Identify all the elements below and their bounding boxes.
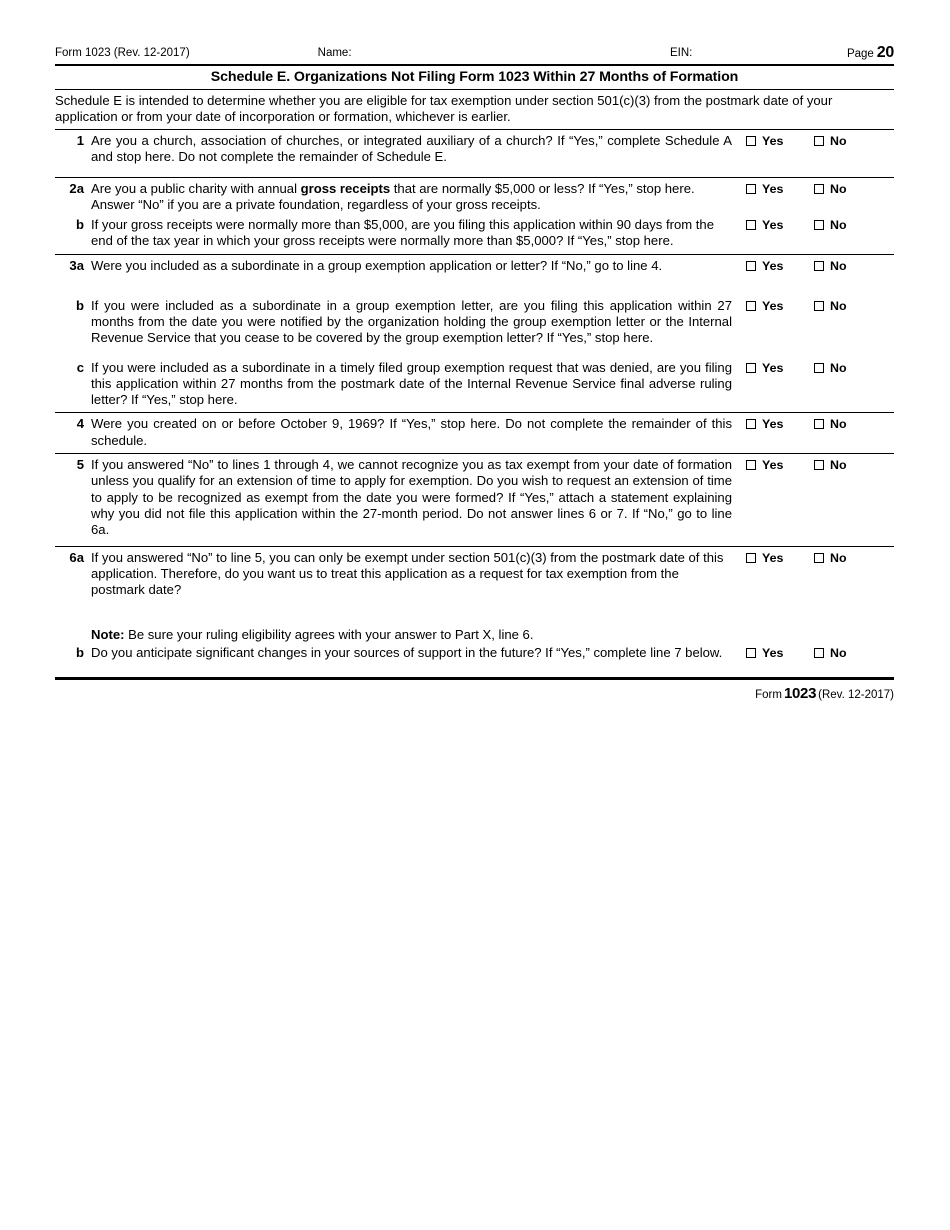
name-label: Name: bbox=[317, 47, 352, 59]
question-text-3c: If you were included as a subordinate in a timely filed group exemption request that was denied, are you filing this application within 27 months from the postmark date of the Internal Revenue Service final adverse ruling letter? If “Yes,” stop here. bbox=[91, 359, 732, 408]
answer-no-3c[interactable] bbox=[814, 361, 847, 375]
note-body: Be sure your ruling eligibility agrees with your answer to Part X, line 6. bbox=[124, 627, 534, 643]
question-text-2a bbox=[91, 181, 746, 214]
yes-label: Yes bbox=[762, 360, 784, 375]
answer-no-1[interactable] bbox=[814, 134, 847, 148]
checkbox-icon[interactable] bbox=[814, 460, 824, 470]
answer-no-3b[interactable] bbox=[814, 299, 847, 313]
no-label: No bbox=[830, 360, 847, 375]
answer-no-2a[interactable] bbox=[814, 182, 847, 196]
question-group-3 bbox=[55, 254, 894, 412]
question-group-6 bbox=[55, 546, 894, 671]
question-group-4 bbox=[55, 412, 894, 453]
question-row-1 bbox=[55, 130, 894, 166]
question-row-3a bbox=[55, 255, 894, 274]
answer-yes-6a[interactable] bbox=[746, 551, 814, 565]
checkbox-icon[interactable] bbox=[746, 136, 756, 146]
page-number: 20 bbox=[876, 44, 894, 61]
answer-no-4[interactable] bbox=[814, 417, 847, 431]
note-text bbox=[91, 627, 746, 643]
no-label: No bbox=[830, 417, 847, 432]
no-label: No bbox=[830, 458, 847, 473]
answer-group-5 bbox=[746, 457, 894, 472]
checkbox-icon[interactable] bbox=[746, 648, 756, 658]
question-number-6a: 6a bbox=[69, 549, 84, 565]
page-header bbox=[55, 46, 894, 64]
no-label: No bbox=[830, 217, 847, 232]
question-row-5 bbox=[55, 454, 894, 538]
checkbox-icon[interactable] bbox=[746, 363, 756, 373]
question-row-3c bbox=[55, 357, 894, 409]
answer-yes-2b[interactable] bbox=[746, 218, 814, 232]
checkbox-icon[interactable] bbox=[746, 261, 756, 271]
question-number-6b: b bbox=[76, 644, 84, 660]
note-label: Note: bbox=[91, 627, 125, 643]
question-number-3a: 3a bbox=[69, 258, 84, 274]
q2a-text-pre: Are you a public charity with annual bbox=[91, 181, 301, 197]
footer-form-word: Form bbox=[755, 689, 782, 702]
checkbox-icon[interactable] bbox=[814, 648, 824, 658]
question-number-4: 4 bbox=[76, 416, 84, 432]
footer bbox=[55, 680, 894, 702]
page-label: Page bbox=[846, 48, 874, 60]
answer-no-6b[interactable] bbox=[814, 646, 847, 660]
question-group-2 bbox=[55, 177, 894, 254]
no-label: No bbox=[830, 182, 847, 197]
checkbox-icon[interactable] bbox=[814, 220, 824, 230]
no-label: No bbox=[830, 259, 847, 274]
question-row-6b bbox=[55, 644, 894, 661]
question-number-1: 1 bbox=[76, 132, 84, 148]
no-label: No bbox=[830, 298, 847, 313]
answer-no-6a[interactable] bbox=[814, 551, 847, 565]
answer-yes-3a[interactable] bbox=[746, 259, 814, 273]
answer-group-3a bbox=[746, 258, 894, 273]
answer-yes-6b[interactable] bbox=[746, 646, 814, 660]
checkbox-icon[interactable] bbox=[814, 363, 824, 373]
answer-group-4 bbox=[746, 416, 894, 431]
checkbox-icon[interactable] bbox=[746, 220, 756, 230]
answer-no-5[interactable] bbox=[814, 458, 847, 472]
checkbox-icon[interactable] bbox=[746, 553, 756, 563]
schedule-title: Schedule E. Organizations Not Filing Form 1023 Within 27 Months of Formation bbox=[210, 69, 739, 85]
note-row bbox=[55, 624, 894, 643]
question-number-2a: 2a bbox=[69, 181, 84, 197]
footer-revision: (Rev. 12-2017) bbox=[818, 689, 894, 702]
yes-label: Yes bbox=[762, 217, 784, 232]
question-text-5: If you answered “No” to lines 1 through 4, we cannot recognize you as tax exempt from your date of formation unless you qualify for an extension of time to apply for exemption. Do you wish to request an extension of time to apply to be recognized as exempt from the date you were formed? If “Yes,” attach a statement explaining why you did not file this application within the 27-month period. Do not answer lines 6 or 7. If “No,” go to line 6a. bbox=[91, 457, 732, 538]
question-row-3b bbox=[55, 295, 894, 347]
no-label: No bbox=[830, 133, 847, 148]
yes-label: Yes bbox=[762, 458, 784, 473]
question-text-2b: If your gross receipts were normally more than $5,000, are you filing this application within 90 days from the end of the tax year in which your gross receipts were normally more than $5,000? If “Yes,” stop here. bbox=[91, 216, 714, 249]
answer-no-3a[interactable] bbox=[814, 259, 847, 273]
answer-yes-2a[interactable] bbox=[746, 182, 814, 196]
answer-yes-4[interactable] bbox=[746, 417, 814, 431]
answer-group-6b bbox=[746, 645, 894, 660]
answer-group-3c bbox=[746, 360, 894, 375]
footer-form-number: 1023 bbox=[783, 685, 817, 703]
question-number-2b: b bbox=[76, 216, 84, 232]
answer-group-1 bbox=[746, 133, 894, 148]
answer-no-2b[interactable] bbox=[814, 218, 847, 232]
question-text-3a: Were you included as a subordinate in a group exemption application or letter? If “No,” go to line 4. bbox=[91, 258, 663, 274]
question-number-3c: c bbox=[76, 359, 84, 375]
question-row-2a bbox=[55, 178, 894, 214]
yes-label: Yes bbox=[762, 133, 784, 148]
question-text-6a: If you answered “No” to line 5, you can only be exempt under section 501(c)(3) from the postmark date of this application. Therefore, do you want us to treat this application as a request for tax exemption from the postmark date? bbox=[91, 549, 724, 598]
checkbox-icon[interactable] bbox=[814, 136, 824, 146]
checkbox-icon[interactable] bbox=[814, 261, 824, 271]
checkbox-icon[interactable] bbox=[814, 301, 824, 311]
no-label: No bbox=[830, 550, 847, 565]
checkbox-icon[interactable] bbox=[814, 419, 824, 429]
page-indicator bbox=[847, 46, 894, 61]
checkbox-icon[interactable] bbox=[746, 460, 756, 470]
question-group-1 bbox=[55, 129, 894, 178]
yes-label: Yes bbox=[762, 298, 784, 313]
answer-yes-1[interactable] bbox=[746, 134, 814, 148]
form-identifier: Form 1023 (Rev. 12-2017) bbox=[55, 47, 190, 59]
question-row-4 bbox=[55, 413, 894, 449]
answer-yes-5[interactable] bbox=[746, 458, 814, 472]
form-area bbox=[55, 46, 894, 702]
q2a-text-bold: gross receipts bbox=[300, 181, 391, 197]
ein-label: EIN: bbox=[670, 47, 693, 59]
question-row-2b bbox=[55, 214, 894, 250]
checkbox-icon[interactable] bbox=[814, 553, 824, 563]
question-text-1: Are you a church, association of churches, or integrated auxiliary of a church? If “Yes,” complete Schedule A and stop here. Do not complete the remainder of Schedule E. bbox=[91, 132, 732, 164]
checkbox-icon[interactable] bbox=[746, 419, 756, 429]
question-text-4: Were you created on or before October 9, 1969? If “Yes,” stop here. Do not complete the remainder of this schedule. bbox=[91, 416, 732, 448]
yes-label: Yes bbox=[762, 259, 784, 274]
answer-group-2b bbox=[746, 217, 894, 232]
yes-label: Yes bbox=[762, 182, 784, 197]
question-number-5: 5 bbox=[76, 457, 84, 473]
question-text-6b: Do you anticipate significant changes in your sources of support in the future? If “Yes,” complete line 7 below. bbox=[91, 644, 723, 660]
no-label: No bbox=[830, 645, 847, 660]
q2a-text-post: that are normally $5,000 or less? If “Yes,” stop here. Answer “No” if you are a private foundation, regardless of your gross receipts. bbox=[91, 181, 695, 213]
question-number-3b: b bbox=[76, 297, 84, 313]
checkbox-icon[interactable] bbox=[746, 301, 756, 311]
question-text-3b: If you were included as a subordinate in a group exemption letter, are you filing this application within 27 months from the date you were notified by the organization holding the group exemption letter or the Internal Revenue Service that you cease to be covered by the group exemption letter? If “Yes,” stop here. bbox=[91, 297, 732, 346]
answer-group-6a bbox=[746, 550, 894, 565]
answer-yes-3c[interactable] bbox=[746, 361, 814, 375]
yes-label: Yes bbox=[762, 645, 784, 660]
note-spacer bbox=[55, 598, 894, 624]
answer-group-2a bbox=[746, 181, 894, 196]
question-row-6a bbox=[55, 547, 894, 599]
schedule-intro: Schedule E is intended to determine whether you are eligible for tax exemption under section 501(c)(3) from the postmark date of your application or from your date of incorporation or formation, whichever is earlier. bbox=[55, 93, 833, 125]
answer-group-3b bbox=[746, 298, 894, 313]
yes-label: Yes bbox=[762, 550, 784, 565]
yes-label: Yes bbox=[762, 417, 784, 432]
checkbox-icon[interactable] bbox=[746, 184, 756, 194]
checkbox-icon[interactable] bbox=[814, 184, 824, 194]
question-group-5 bbox=[55, 453, 894, 545]
answer-yes-3b[interactable] bbox=[746, 299, 814, 313]
